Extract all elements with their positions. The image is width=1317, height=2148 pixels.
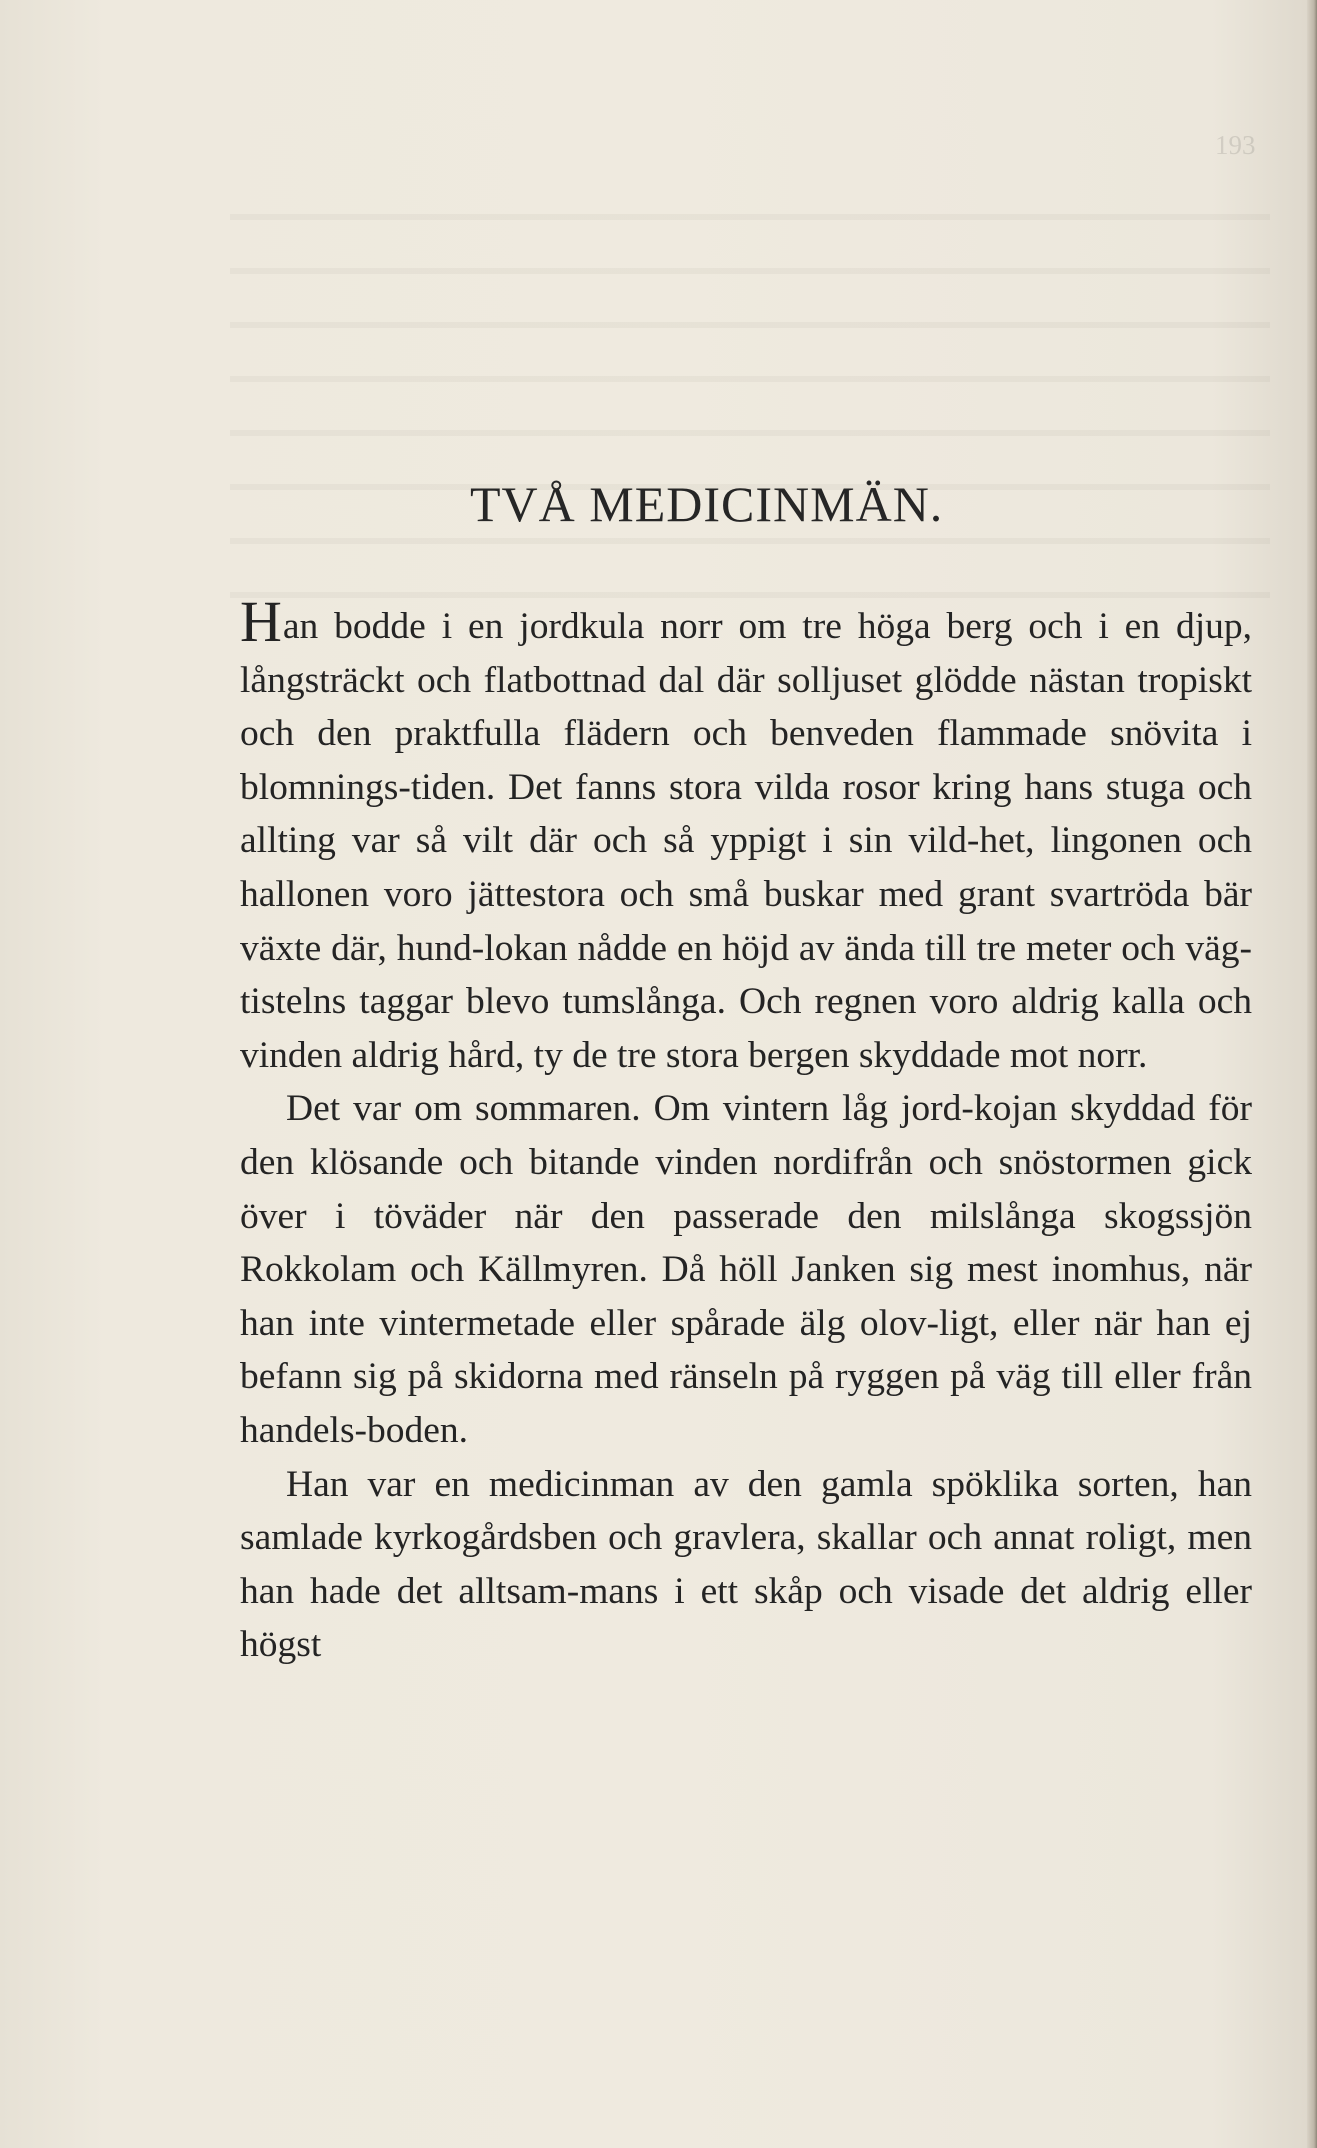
drop-cap: H bbox=[240, 589, 282, 654]
paragraph-2: Det var om sommaren. Om vintern låg jord-kojan skyddad för den klösande och bitande vinden nordifrån och snöstormen gick över i töväder när den passerade den milslånga skogssjön Rokkolam och Källmyren. Då höll Janken sig mest inomhus, när han inte vintermetade eller spårade älg olov-ligt, eller när han ej befann sig på skidorna med ränseln på ryggen på väg till eller från handels-boden. bbox=[240, 1088, 1252, 1451]
paragraph-1 bbox=[240, 589, 1252, 1082]
body-text bbox=[240, 589, 1252, 1672]
page-number: 193 bbox=[1215, 130, 1256, 160]
paragraph-1-text: an bodde i en jordkula norr om tre höga berg och i en djup, långsträckt och flatbottnad dal där solljuset glödde nästan tropiskt och den praktfulla flädern och benveden flammade snövita i blomnings-tiden. Det fanns stora vilda rosor kring hans stuga och allting var så vilt där och så yppigt i sin vild-het, lingonen och hallonen voro jättestora och små buskar med grant svartröda bär växte där, hund-lokan nådde en höjd av ända till tre meter och väg-tistelns taggar blevo tumslånga. Och regnen voro aldrig kalla och vinden aldrig hård, ty de tre stora bergen skyddade mot norr. bbox=[240, 606, 1252, 1076]
chapter-title: TVÅ MEDICINMÄN. bbox=[470, 476, 944, 532]
paragraph-3: Han var en medicinman av den gamla spöklika sorten, han samlade kyrkogårdsben och gravlera, skallar och annat roligt, men han hade det alltsam-mans i ett skåp och visade det aldrig eller högst bbox=[240, 1463, 1252, 1666]
show-through-text bbox=[230, 180, 1270, 600]
page-edge bbox=[1307, 0, 1317, 2148]
